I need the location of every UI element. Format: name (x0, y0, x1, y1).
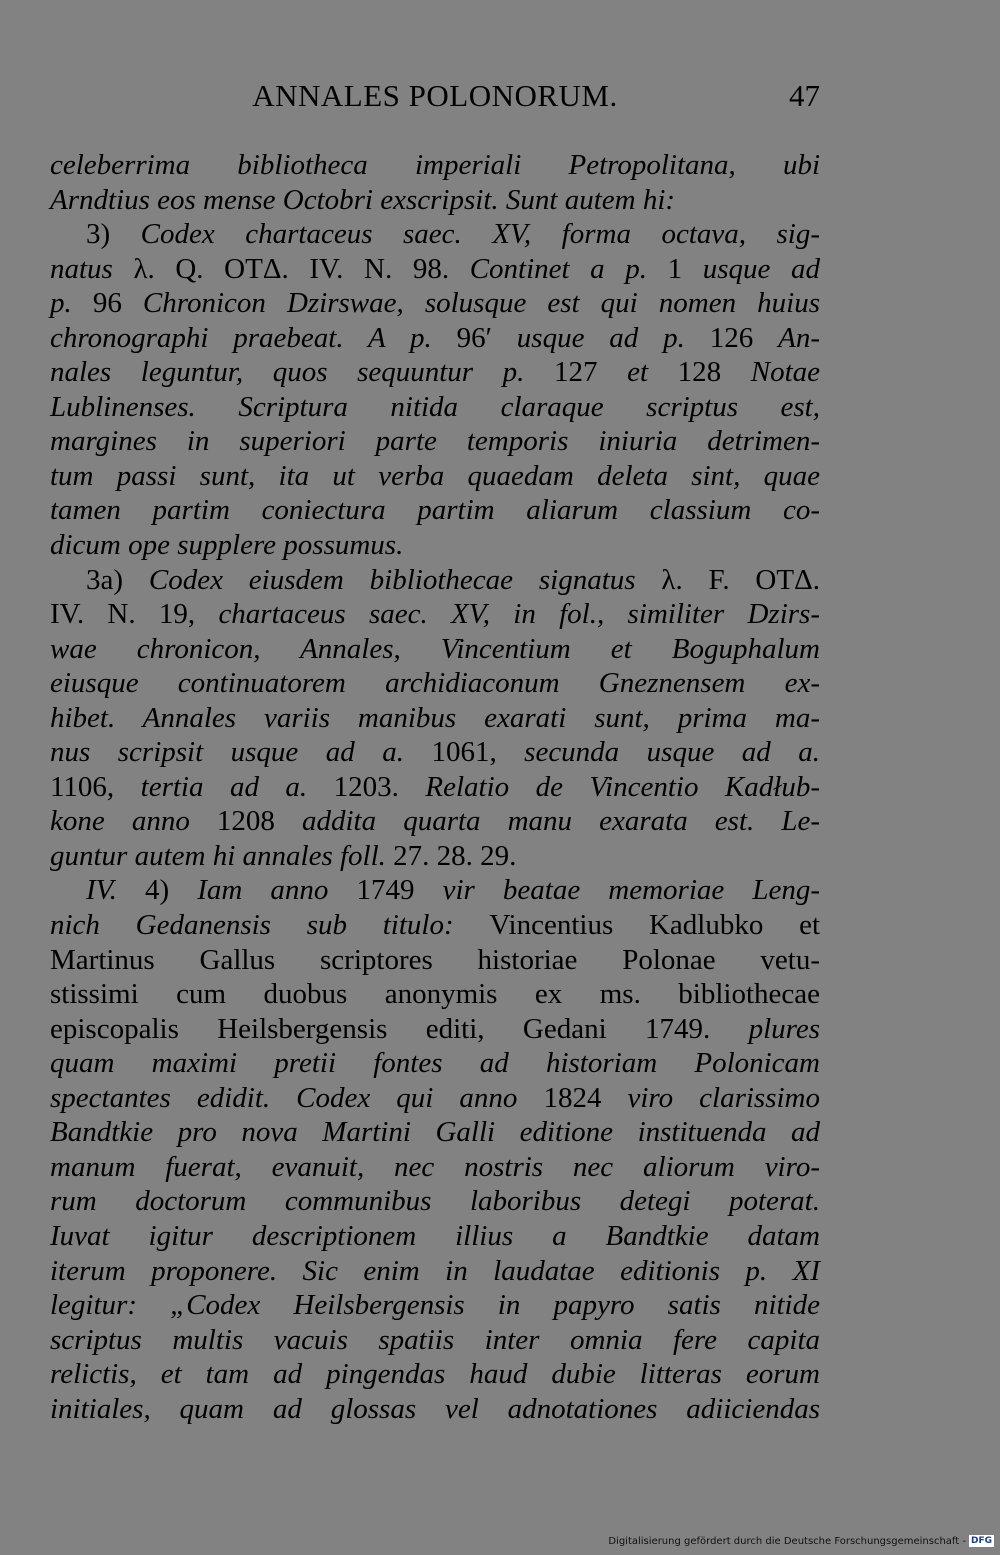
text-segment: usque ad (702, 252, 821, 285)
text-segment: tertia ad a. (140, 770, 334, 803)
text-line (50, 1115, 820, 1150)
text-line (50, 493, 820, 528)
text-segment: 3) (86, 218, 141, 251)
text-segment: natus (50, 252, 134, 285)
text-line (50, 1392, 820, 1427)
text-line (50, 1219, 820, 1254)
text-segment: chartaceus saec. XV, in fol., similiter Dzirs- (218, 598, 820, 631)
text-segment: 1824 (543, 1081, 628, 1114)
text-segment: tamen partim coniectura partim aliarum classium co- (50, 494, 820, 527)
page-header (50, 78, 820, 118)
text-line (50, 1184, 820, 1219)
text-segment: nich Gedanensis sub titulo: (50, 909, 490, 942)
text-segment: rum doctorum communibus laboribus detegi poterat. (50, 1185, 820, 1218)
text-line (50, 1288, 820, 1323)
text-segment: 1 (667, 252, 703, 285)
text-segment: Continet a p. (469, 252, 668, 285)
text-line (50, 597, 820, 632)
text-segment: episcopalis Heilsbergensis editi, Gedani 1749. (50, 1012, 749, 1045)
text-line (50, 286, 820, 321)
text-segment: hibet. Annales variis manibus exarati sunt, prima ma- (50, 701, 820, 734)
text-segment: 4) (144, 874, 198, 907)
text-segment: 1749 (356, 874, 443, 907)
text-segment: 27. 28. 29. (393, 839, 517, 872)
text-segment: 1203. (333, 770, 426, 803)
text-line (50, 183, 820, 218)
text-segment: 96 (92, 287, 143, 320)
text-segment: λ. Q. OTΔ. IV. N. 98. (133, 252, 470, 285)
text-segment: Iam anno (197, 874, 357, 907)
text-line (50, 1046, 820, 1081)
dfg-logo: DFG (970, 1536, 992, 1546)
text-segment: Iuvat igitur descriptionem illius a Bandtkie datam (50, 1219, 820, 1252)
text-segment: addita quarta manu exarata est. Le- (302, 805, 821, 838)
running-title: ANNALES POLONORUM. (252, 78, 618, 113)
text-segment: λ. F. OTΔ. (661, 563, 820, 596)
text-line (50, 908, 820, 943)
text-segment: IV. (86, 874, 145, 907)
text-line (50, 1357, 820, 1392)
text-line (50, 701, 820, 736)
text-segment: Lublinenses. Scriptura nitida claraque scriptus est, (50, 390, 820, 423)
text-line (50, 355, 820, 390)
text-segment: vir beatae memoriae Leng- (442, 874, 820, 907)
text-segment: Bandtkie pro nova Martini Galli editione instituenda ad (50, 1116, 820, 1149)
text-segment: Arndtius eos mense Octobri exscripsit. Sunt autem hi: (50, 183, 676, 216)
text-line (50, 1150, 820, 1185)
text-line (50, 321, 820, 356)
text-segment: guntur autem hi annales foll. (50, 839, 394, 872)
text-line (50, 1254, 820, 1289)
text-line (50, 1081, 820, 1116)
text-segment: celeberrima bibliotheca imperiali Petropolitana, ubi (50, 149, 820, 181)
text-segment: quam maximi pretii fontes ad historiam Polonicam (50, 1047, 820, 1080)
text-segment: relictis, et tam ad pingendas haud dubie litteras eorum (50, 1358, 820, 1391)
text-segment: kone anno (50, 805, 217, 838)
text-segment: legitur: „Codex Heilsbergensis in papyro satis nitide (50, 1289, 820, 1322)
text-segment: Notae (750, 356, 821, 389)
text-line (50, 839, 820, 874)
text-line (50, 770, 820, 805)
text-segment: iterum proponere. Sic enim in laudatae editionis p. XI (50, 1254, 820, 1287)
text-line (50, 666, 820, 701)
text-segment: manum fuerat, evanuit, nec nostris nec aliorum viro- (50, 1150, 820, 1183)
text-line (50, 252, 820, 287)
text-line (50, 528, 820, 563)
text-segment: Martinus Gallus scriptores historiae Polonae vetu- (50, 943, 820, 976)
text-segment: initiales, quam ad glossas vel adnotationes adiiciendas (50, 1392, 820, 1425)
text-line (50, 148, 820, 183)
text-segment: Relatio de Vincentio Kadłub- (425, 770, 820, 803)
text-segment: Codex eiusdem bibliothecae signatus (148, 563, 662, 596)
text-segment: 1106, (50, 770, 141, 803)
text-segment: 3a) (86, 563, 149, 596)
text-segment: margines in superiori parte temporis iniuria detrimen- (50, 425, 820, 458)
text-segment: Codex chartaceus saec. XV, forma octava, sig- (140, 218, 820, 251)
text-segment: p. (50, 287, 93, 320)
text-line (50, 632, 820, 667)
text-segment: nales leguntur, quos sequuntur p. (50, 356, 555, 389)
text-segment: usque ad p. (516, 321, 710, 354)
text-line (50, 563, 820, 598)
text-segment: eiusque continuatorem archidiaconum Gneznensem ex- (50, 667, 820, 700)
text-segment: 96′ (456, 321, 517, 354)
text-line (50, 217, 820, 252)
text-segment: viro clarissimo (627, 1081, 821, 1114)
body-text (50, 148, 820, 1426)
text-line (50, 390, 820, 425)
text-line (50, 1323, 820, 1358)
text-segment: Vincentius Kadlubko et (489, 909, 821, 942)
text-segment: Chronicon Dzirswae, solusque est qui nomen huius (142, 287, 821, 320)
text-segment: stissimi cum duobus anonymis ex ms. bibliothecae (50, 978, 820, 1011)
text-segment: dicum ope supplere possumus. (50, 529, 404, 562)
text-segment: An- (778, 321, 820, 354)
text-line (50, 424, 820, 459)
text-segment: tum passi sunt, ita ut verba quaedam deleta sint, quae (50, 459, 820, 492)
footer (608, 1535, 994, 1547)
text-line (50, 735, 820, 770)
text-line (50, 1012, 820, 1047)
text-segment: 127 (554, 356, 628, 389)
text-segment: 1208 (216, 805, 302, 838)
text-segment: 128 (677, 356, 751, 389)
text-segment: nus scripsit usque ad a. (50, 736, 432, 769)
text-segment: 1061, (431, 736, 525, 769)
text-segment: wae chronicon, Annales, Vincentium et Boguphalum (50, 632, 820, 665)
text-line (50, 873, 820, 908)
text-line (50, 459, 820, 494)
text-segment: secunda usque ad a. (524, 736, 820, 769)
text-line (50, 977, 820, 1012)
text-line (50, 943, 820, 978)
text-segment: 126 (709, 321, 779, 354)
funding-note: Digitalisierung gefördert durch die Deutsche Forschungsgemeinschaft - (608, 1535, 966, 1547)
text-segment: plures (748, 1012, 820, 1045)
text-line (50, 804, 820, 839)
text-segment: et (627, 356, 678, 389)
page-number: 47 (789, 78, 820, 113)
text-segment: scriptus multis vacuis spatiis inter omnia fere capita (50, 1323, 820, 1356)
text-segment: chronographi praebeat. A p. (50, 321, 457, 354)
text-segment: IV. N. 19, (50, 598, 219, 631)
text-segment: spectantes edidit. Codex qui anno (50, 1081, 544, 1114)
